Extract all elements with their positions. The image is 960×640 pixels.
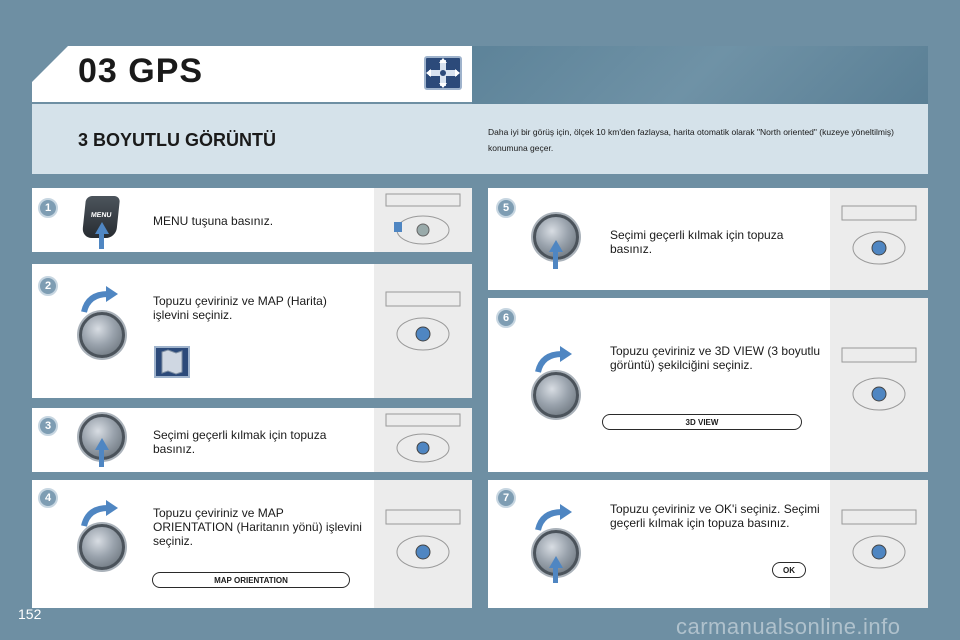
menu-button-icon: MENU	[82, 196, 120, 238]
knob-icon	[533, 372, 579, 418]
3d-view-pill: 3D VIEW	[602, 414, 802, 430]
step-5-text: Seçimi geçerli kılmak için topuza basınız.	[610, 228, 784, 256]
knob-icon	[79, 524, 125, 570]
press-arrow-stem	[553, 251, 558, 269]
step-4-text: Topuzu çeviriniz ve MAP ORIENTATION (Haritanın yönü) işlevini seçiniz.	[153, 506, 362, 548]
step-2-text: Topuzu çeviriniz ve MAP (Harita) işlevini seçiniz.	[153, 294, 327, 322]
step-5-badge: 5	[496, 198, 516, 218]
step-4-badge: 4	[38, 488, 58, 508]
step-3-badge: 3	[38, 416, 58, 436]
step-2-badge: 2	[38, 276, 58, 296]
gps-cross-icon	[424, 56, 462, 90]
map-icon	[154, 346, 190, 378]
header-decoration	[472, 46, 928, 104]
chapter-title: 03 GPS	[78, 52, 204, 90]
map-orientation-pill: MAP ORIENTATION	[152, 572, 350, 588]
console-diagram	[840, 508, 918, 578]
console-diagram	[384, 412, 462, 468]
step-7-badge: 7	[496, 488, 516, 508]
ok-pill: OK	[772, 562, 806, 578]
step-6-text: Topuzu çeviriniz ve 3D VIEW (3 boyutlu görüntü) şekilciğini seçiniz.	[610, 344, 821, 372]
step-7-text: Topuzu çeviriniz ve OK'i seçiniz. Seçimi geçerli kılmak için topuza basınız.	[610, 502, 820, 530]
console-diagram	[840, 204, 918, 274]
step-6-badge: 6	[496, 308, 516, 328]
console-diagram	[384, 508, 462, 578]
console-diagram	[384, 192, 462, 248]
step-1-text: MENU tuşuna basınız.	[153, 214, 274, 228]
page-number: 152	[18, 606, 42, 622]
console-diagram	[384, 290, 462, 370]
step-3-text: Seçimi geçerli kılmak için topuza basınız.	[153, 428, 327, 456]
section-description: Daha iyi bir görüş için, ölçek 10 km'den fazlaysa, harita otomatik olarak "North oriented" (kuzeye yöneltilmiş) konumuna geçer.	[488, 127, 894, 153]
press-arrow-stem	[553, 567, 558, 583]
section-title: 3 BOYUTLU GÖRÜNTÜ	[78, 130, 276, 150]
press-arrow-stem	[99, 449, 104, 467]
console-diagram	[840, 346, 918, 426]
watermark: carmanualsonline.info	[676, 614, 901, 639]
step-1-badge: 1	[38, 198, 58, 218]
knob-icon	[79, 312, 125, 358]
press-arrow-stem	[99, 233, 104, 249]
